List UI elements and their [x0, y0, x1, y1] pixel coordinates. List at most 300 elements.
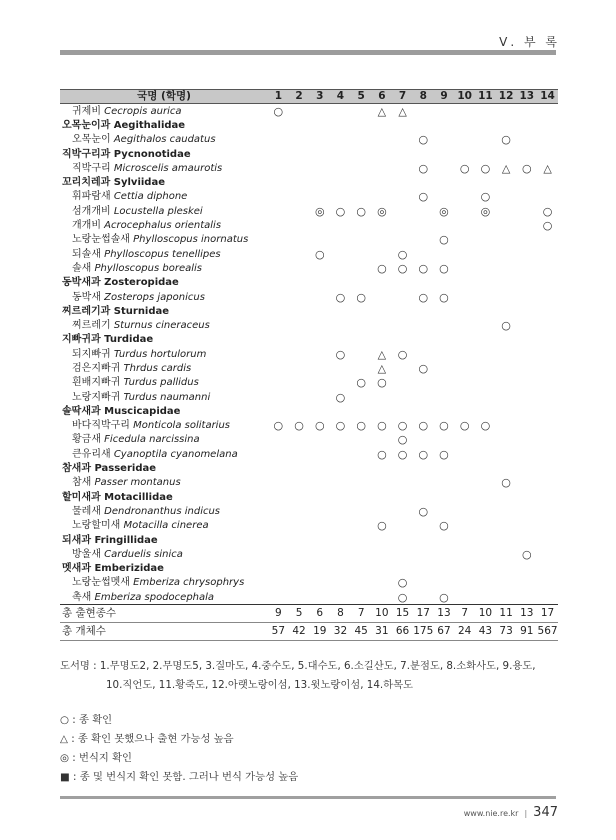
- presence-cell: [516, 133, 537, 147]
- presence-cell: [392, 361, 413, 375]
- scientific-name: Emberiza chrysophrys: [133, 577, 245, 589]
- presence-cell: [372, 590, 393, 605]
- species-name: [60, 547, 268, 561]
- family-row: [60, 147, 558, 161]
- presence-cell: [454, 547, 475, 561]
- presence-cell: [309, 104, 330, 119]
- presence-cell: [351, 190, 372, 204]
- station-header: 5: [351, 90, 372, 104]
- presence-cell: [392, 376, 413, 390]
- presence-cell: [413, 218, 434, 232]
- presence-cell: [392, 504, 413, 518]
- presence-cell: [351, 247, 372, 261]
- presence-cell: [434, 190, 455, 204]
- station-header: 10: [454, 90, 475, 104]
- presence-cell: ◎: [439, 204, 449, 218]
- table-header-row: [60, 90, 558, 104]
- family-label: 동박새과 Zosteropidae: [62, 277, 179, 289]
- presence-cell: ○: [273, 104, 284, 118]
- family-label: 직박구리과 Pycnonotidae: [62, 148, 191, 160]
- species-row: [60, 218, 558, 232]
- presence-cell: ○: [397, 419, 408, 433]
- presence-cell: [516, 290, 537, 304]
- presence-cell: [289, 590, 310, 605]
- presence-cell: [454, 218, 475, 232]
- scientific-name: Locustella pleskei: [113, 205, 203, 217]
- total-value: 9: [268, 605, 289, 623]
- presence-cell: [475, 576, 496, 590]
- presence-cell: [372, 547, 393, 561]
- presence-cell: [475, 476, 496, 490]
- korean-name: 큰유리새: [72, 448, 111, 460]
- korean-name: 촉새: [72, 591, 92, 603]
- presence-cell: [309, 161, 330, 175]
- presence-cell: [434, 347, 455, 361]
- presence-cell: ○: [521, 547, 532, 561]
- presence-cell: [309, 133, 330, 147]
- presence-cell: [413, 519, 434, 533]
- presence-cell: [475, 376, 496, 390]
- presence-cell: [454, 190, 475, 204]
- presence-cell: ○: [542, 204, 553, 218]
- presence-cell: [392, 519, 413, 533]
- presence-cell: ○: [439, 233, 449, 247]
- species-row: [60, 347, 558, 361]
- presence-cell: [496, 547, 517, 561]
- presence-cell: [516, 504, 537, 518]
- presence-cell: ○: [459, 161, 470, 175]
- scientific-name: Cettia diphone: [113, 191, 188, 203]
- presence-cell: [372, 576, 393, 590]
- species-name: [60, 104, 268, 119]
- species-name: [60, 419, 268, 433]
- scientific-name: Turdus hortulorum: [113, 348, 207, 360]
- presence-cell: [454, 519, 475, 533]
- species-row: [60, 318, 558, 332]
- presence-cell: [454, 504, 475, 518]
- korean-name: 노랑눈썹멧새: [72, 577, 130, 589]
- presence-cell: [351, 547, 372, 561]
- korean-name: 노랑눈썹솔새: [72, 234, 130, 246]
- korean-name: 되솔새: [72, 248, 101, 260]
- presence-cell: [454, 361, 475, 375]
- total-value: 67: [434, 623, 455, 641]
- presence-cell: [413, 318, 434, 332]
- scientific-name: Motacilla cinerea: [123, 520, 209, 532]
- presence-cell: [413, 347, 434, 361]
- species-name: [60, 361, 268, 375]
- presence-cell: ○: [377, 447, 387, 461]
- presence-cell: [516, 318, 537, 332]
- header-name-column: 국명 (학명): [60, 90, 268, 104]
- presence-cell: [392, 204, 413, 218]
- presence-cell: [330, 104, 351, 119]
- presence-cell: △: [543, 161, 552, 175]
- station-header: 2: [289, 90, 310, 104]
- scientific-name: Emberiza spodocephala: [94, 591, 215, 603]
- total-value: 91: [516, 623, 537, 641]
- presence-cell: [537, 318, 558, 332]
- presence-cell: [330, 233, 351, 247]
- presence-cell: [413, 476, 434, 490]
- presence-cell: [392, 390, 413, 404]
- presence-cell: ○: [418, 161, 429, 175]
- presence-cell: [309, 390, 330, 404]
- presence-cell: [309, 218, 330, 232]
- footer-separator: |: [524, 809, 528, 818]
- presence-cell: [496, 433, 517, 447]
- presence-cell: [289, 133, 310, 147]
- station-header: 4: [330, 90, 351, 104]
- legend-confirmed: ○ : 종 확인: [60, 714, 113, 726]
- presence-cell: ○: [377, 419, 387, 433]
- presence-cell: [268, 376, 289, 390]
- presence-cell: [330, 161, 351, 175]
- presence-cell: [289, 233, 310, 247]
- station-header: 11: [475, 90, 496, 104]
- presence-cell: ○: [377, 519, 387, 533]
- station-header: 7: [392, 90, 413, 104]
- presence-cell: [289, 504, 310, 518]
- presence-cell: [268, 318, 289, 332]
- presence-cell: [537, 233, 558, 247]
- korean-name: 휘파람새: [72, 191, 111, 203]
- species-row: [60, 519, 558, 533]
- presence-cell: [413, 247, 434, 261]
- scientific-name: Thrdus cardis: [123, 362, 192, 374]
- presence-cell: [309, 261, 330, 275]
- presence-cell: [372, 433, 393, 447]
- presence-cell: [516, 390, 537, 404]
- presence-cell: [309, 476, 330, 490]
- presence-cell: [351, 576, 372, 590]
- totals-row: [60, 605, 558, 623]
- section-title: Ⅴ. 부 록: [499, 35, 560, 49]
- presence-cell: [475, 347, 496, 361]
- station-header: 8: [413, 90, 434, 104]
- species-name: [60, 204, 268, 218]
- presence-cell: [454, 104, 475, 119]
- presence-cell: ○: [439, 261, 449, 275]
- presence-cell: [309, 190, 330, 204]
- presence-cell: ○: [418, 419, 429, 433]
- presence-cell: [372, 190, 393, 204]
- korean-name: 노랑지빠귀: [72, 391, 121, 403]
- station-header: 13: [516, 90, 537, 104]
- presence-cell: [454, 204, 475, 218]
- presence-cell: [330, 190, 351, 204]
- korean-name: 개개비: [72, 220, 101, 232]
- species-name: [60, 390, 268, 404]
- bird-survey-table: [60, 89, 558, 641]
- presence-cell: [516, 576, 537, 590]
- presence-cell: [537, 590, 558, 605]
- presence-cell: [289, 218, 310, 232]
- presence-cell: ○: [335, 419, 346, 433]
- scientific-name: Phylloscopus tenellipes: [104, 248, 221, 260]
- presence-cell: [392, 318, 413, 332]
- presence-cell: [330, 519, 351, 533]
- presence-cell: [434, 576, 455, 590]
- presence-cell: [309, 590, 330, 605]
- presence-cell: [392, 290, 413, 304]
- species-name: [60, 347, 268, 361]
- presence-cell: [413, 433, 434, 447]
- species-name: [60, 190, 268, 204]
- korean-name: 물레새: [72, 505, 101, 517]
- presence-cell: [268, 261, 289, 275]
- presence-cell: [475, 433, 496, 447]
- presence-cell: ○: [294, 419, 304, 433]
- presence-cell: [516, 376, 537, 390]
- scientific-name: Passer montanus: [94, 477, 181, 489]
- page-footer: [464, 805, 558, 820]
- scientific-name: Dendronanthus indicus: [104, 505, 221, 517]
- species-row: [60, 576, 558, 590]
- presence-cell: [330, 576, 351, 590]
- presence-cell: [351, 433, 372, 447]
- presence-cell: ○: [418, 133, 429, 147]
- family-row: [60, 533, 558, 547]
- station-legend-line-2: 10.직언도, 11.황죽도, 12.아랫노랑이섬, 13.윗노랑이섬, 14.하목도: [106, 679, 413, 691]
- presence-cell: ○: [397, 433, 408, 447]
- presence-cell: [516, 590, 537, 605]
- presence-cell: [413, 590, 434, 605]
- species-name: [60, 261, 268, 275]
- station-header: 1: [268, 90, 289, 104]
- presence-cell: ○: [356, 204, 366, 218]
- family-label: 참새과 Passeridae: [62, 463, 157, 475]
- presence-cell: ○: [418, 447, 429, 461]
- family-label: 지빠귀과 Turdidae: [62, 334, 154, 346]
- presence-cell: [392, 218, 413, 232]
- species-row: [60, 204, 558, 218]
- family-row: [60, 461, 558, 475]
- species-row: [60, 390, 558, 404]
- korean-name: 검은지빠귀: [72, 362, 121, 374]
- presence-cell: [372, 247, 393, 261]
- presence-cell: [496, 247, 517, 261]
- totals-label: 총 출현종수: [60, 605, 268, 623]
- korean-name: 되지빠귀: [72, 348, 111, 360]
- species-name: [60, 576, 268, 590]
- total-value: 175: [413, 623, 434, 641]
- presence-cell: [309, 361, 330, 375]
- page-number: 347: [533, 805, 558, 820]
- presence-cell: [268, 161, 289, 175]
- presence-cell: [496, 590, 517, 605]
- presence-cell: [289, 476, 310, 490]
- presence-cell: [434, 361, 455, 375]
- presence-cell: [268, 547, 289, 561]
- presence-cell: [537, 447, 558, 461]
- presence-cell: [268, 204, 289, 218]
- presence-cell: ○: [439, 590, 449, 604]
- family-row: [60, 276, 558, 290]
- legend-unconfirmed: ■ : 종 및 번식지 확인 못함. 그러나 번식 가능성 높음: [60, 771, 299, 783]
- presence-cell: [496, 419, 517, 433]
- presence-cell: [330, 318, 351, 332]
- presence-cell: ◎: [314, 204, 325, 218]
- presence-cell: [454, 576, 475, 590]
- presence-cell: ○: [418, 261, 429, 275]
- species-name: [60, 447, 268, 461]
- scientific-name: Acrocephalus orientalis: [104, 220, 222, 232]
- presence-cell: [309, 347, 330, 361]
- presence-cell: [392, 547, 413, 561]
- presence-cell: [330, 361, 351, 375]
- presence-cell: ○: [314, 247, 325, 261]
- presence-cell: [537, 390, 558, 404]
- legend-breeding: ◎ : 번식지 확인: [60, 752, 133, 764]
- presence-cell: [537, 519, 558, 533]
- scientific-name: Carduelis sinica: [104, 548, 183, 560]
- presence-cell: [434, 318, 455, 332]
- presence-cell: [330, 504, 351, 518]
- presence-cell: [475, 318, 496, 332]
- presence-cell: [268, 233, 289, 247]
- presence-cell: [330, 376, 351, 390]
- presence-cell: ○: [314, 419, 325, 433]
- presence-cell: [475, 290, 496, 304]
- presence-cell: [496, 447, 517, 461]
- presence-cell: [372, 318, 393, 332]
- presence-cell: ○: [335, 347, 346, 361]
- presence-cell: [537, 419, 558, 433]
- presence-cell: [537, 247, 558, 261]
- presence-cell: ○: [397, 590, 408, 604]
- presence-cell: [516, 261, 537, 275]
- station-header: 12: [496, 90, 517, 104]
- presence-cell: [537, 133, 558, 147]
- scientific-name: Turdus naumanni: [123, 391, 211, 403]
- scientific-name: Cecropis aurica: [104, 105, 182, 117]
- korean-name: 찌르레기: [72, 320, 111, 332]
- presence-cell: ○: [542, 219, 553, 233]
- presence-cell: [537, 476, 558, 490]
- presence-cell: ◎: [377, 204, 387, 218]
- species-row: [60, 547, 558, 561]
- presence-cell: [496, 204, 517, 218]
- presence-cell: [475, 218, 496, 232]
- presence-cell: △: [501, 161, 511, 175]
- presence-cell: [309, 376, 330, 390]
- korean-name: 방울새: [72, 548, 101, 560]
- presence-cell: [351, 133, 372, 147]
- presence-cell: [330, 433, 351, 447]
- presence-cell: [496, 104, 517, 119]
- family-row: [60, 304, 558, 318]
- presence-cell: [351, 390, 372, 404]
- header-rule: [60, 50, 556, 55]
- presence-cell: [351, 161, 372, 175]
- total-value: 7: [351, 605, 372, 623]
- species-row: [60, 233, 558, 247]
- species-name: [60, 504, 268, 518]
- presence-cell: [289, 247, 310, 261]
- scientific-name: Ficedula narcissina: [104, 434, 200, 446]
- presence-cell: ○: [356, 376, 366, 390]
- presence-cell: [289, 347, 310, 361]
- presence-cell: [289, 361, 310, 375]
- presence-cell: ◎: [480, 204, 491, 218]
- presence-cell: [454, 261, 475, 275]
- presence-cell: [268, 447, 289, 461]
- presence-cell: [475, 590, 496, 605]
- scientific-name: Monticola solitarius: [133, 420, 231, 432]
- total-value: 57: [268, 623, 289, 641]
- presence-cell: [309, 547, 330, 561]
- presence-cell: [351, 218, 372, 232]
- presence-cell: [289, 161, 310, 175]
- presence-cell: [516, 233, 537, 247]
- presence-cell: [454, 390, 475, 404]
- presence-cell: ○: [480, 190, 491, 204]
- presence-cell: [537, 190, 558, 204]
- presence-cell: ○: [521, 161, 532, 175]
- presence-cell: [496, 347, 517, 361]
- presence-cell: [372, 218, 393, 232]
- species-name: [60, 318, 268, 332]
- korean-name: 직박구리: [72, 162, 111, 174]
- presence-cell: [537, 504, 558, 518]
- presence-cell: [309, 433, 330, 447]
- presence-cell: [496, 576, 517, 590]
- presence-cell: [309, 447, 330, 461]
- scientific-name: Cyanoptila cyanomelana: [113, 448, 238, 460]
- presence-cell: [289, 576, 310, 590]
- presence-cell: [413, 233, 434, 247]
- presence-cell: [413, 547, 434, 561]
- family-label: 찌르레기과 Sturnidae: [62, 305, 170, 317]
- presence-cell: [309, 519, 330, 533]
- species-row: [60, 190, 558, 204]
- presence-cell: [475, 504, 496, 518]
- total-value: 45: [351, 623, 372, 641]
- species-name: [60, 590, 268, 605]
- presence-cell: [351, 104, 372, 119]
- presence-cell: [516, 104, 537, 119]
- presence-cell: [413, 204, 434, 218]
- presence-cell: [537, 547, 558, 561]
- family-label: 오목눈이과 Aegithalidae: [62, 119, 186, 131]
- presence-cell: [496, 504, 517, 518]
- species-name: [60, 133, 268, 147]
- family-row: [60, 562, 558, 576]
- presence-cell: [392, 476, 413, 490]
- species-row: [60, 419, 558, 433]
- presence-cell: [434, 547, 455, 561]
- family-label: 할미새과 Motacillidae: [62, 491, 173, 503]
- presence-cell: [351, 447, 372, 461]
- presence-cell: [268, 476, 289, 490]
- presence-cell: [434, 247, 455, 261]
- presence-cell: ○: [397, 447, 408, 461]
- family-label: 솔딱새과 Muscicapidae: [62, 405, 181, 417]
- family-row: [60, 118, 558, 132]
- total-value: 15: [392, 605, 413, 623]
- station-legend-line-1: 도서명 : 1.무명도2, 2.무명도5, 3.질마도, 4.중수도, 5.대수도, 6.소길산도, 7.분점도, 8.소화사도, 9.용도,: [60, 660, 536, 672]
- korean-name: 솔새: [72, 262, 92, 274]
- presence-cell: [516, 419, 537, 433]
- family-row: [60, 490, 558, 504]
- presence-cell: ○: [459, 419, 470, 433]
- presence-cell: [330, 476, 351, 490]
- species-name: [60, 161, 268, 175]
- presence-cell: [496, 390, 517, 404]
- presence-cell: [289, 547, 310, 561]
- species-row: [60, 590, 558, 605]
